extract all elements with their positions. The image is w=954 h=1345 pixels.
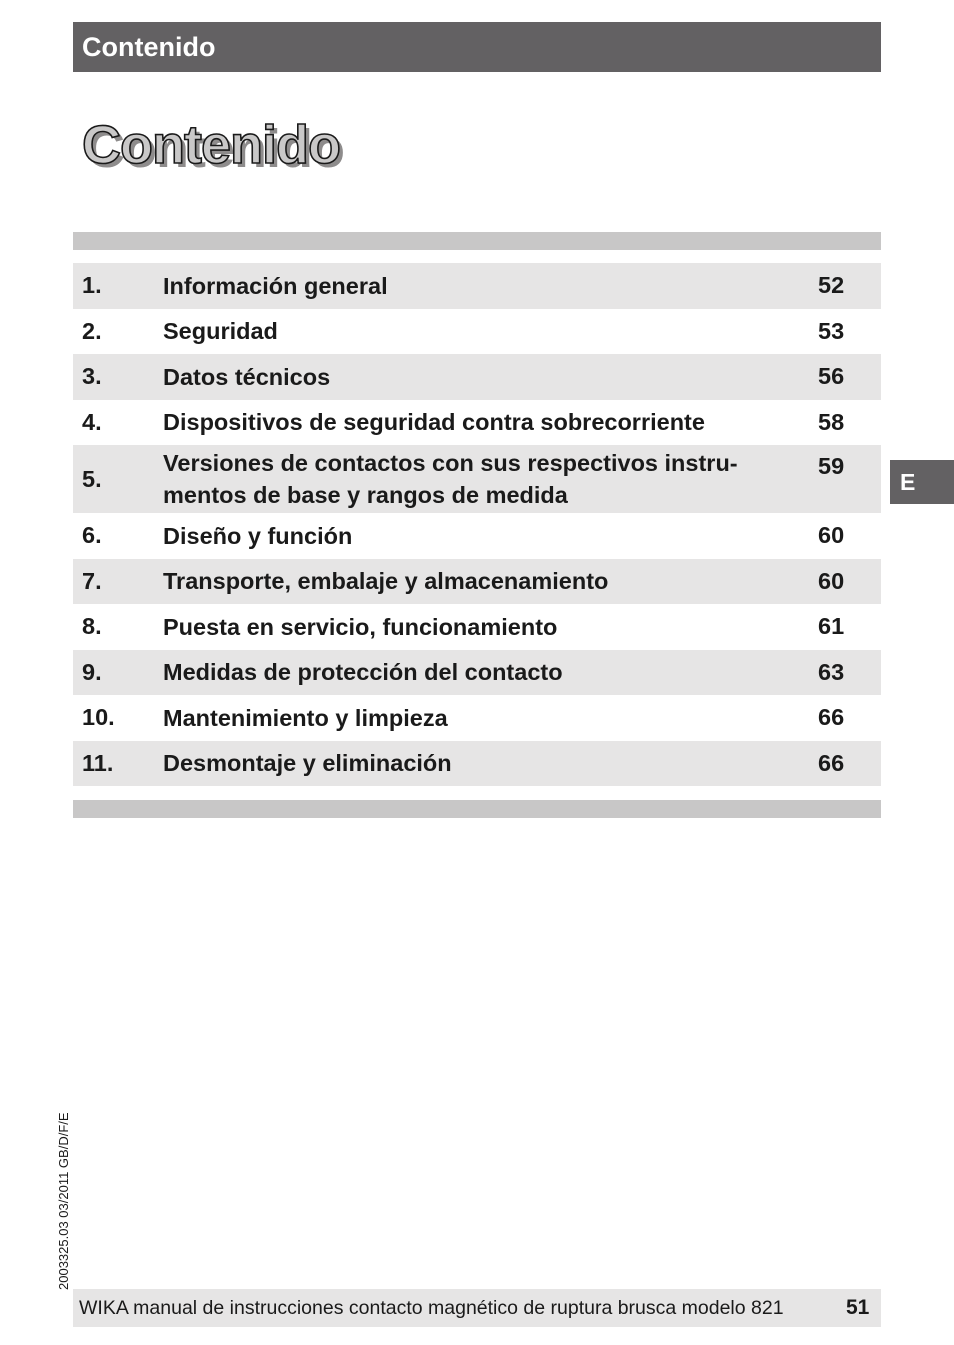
footer	[73, 1289, 881, 1327]
language-tab	[890, 460, 954, 504]
toc-page: 59	[818, 453, 845, 479]
toc-number: 11.	[82, 749, 114, 776]
toc-entry-6[interactable]	[73, 513, 881, 559]
toc-title: Datos técnicos	[163, 363, 331, 390]
footer-text: WIKA manual de instrucciones contacto magnético de ruptura brusca modelo 821	[79, 1296, 784, 1319]
toc-title: Dispositivos de seguridad contra sobrecorriente	[163, 409, 705, 436]
toc-entry-3[interactable]	[73, 354, 881, 400]
bottom-divider	[73, 800, 881, 818]
toc-title: Desmontaje y eliminación	[163, 750, 452, 777]
section-header	[73, 22, 881, 72]
toc-page: 66	[818, 704, 845, 731]
toc-entry-2[interactable]	[73, 309, 881, 355]
toc-title: Diseño y función	[163, 522, 353, 549]
toc-number: 4.	[82, 408, 102, 435]
page-title: Contenido	[82, 115, 340, 175]
toc-entry-1[interactable]	[73, 263, 881, 309]
toc-title-line-2: mentos de base y rangos de medida	[163, 482, 568, 508]
toc-page: 60	[818, 522, 845, 549]
toc-page: 56	[818, 363, 845, 390]
toc-entry-11[interactable]	[73, 741, 881, 787]
toc-title	[163, 447, 801, 511]
toc-page: 53	[818, 317, 845, 344]
page-number: 51	[846, 1296, 870, 1319]
toc-page: 60	[818, 567, 845, 594]
toc-entry-4[interactable]	[73, 400, 881, 446]
toc-number: 5.	[82, 465, 102, 492]
toc-entry-8[interactable]	[73, 604, 881, 650]
toc-number: 2.	[82, 317, 102, 344]
toc-title: Transporte, embalaje y almacenamiento	[163, 568, 609, 595]
toc-entry-7[interactable]	[73, 559, 881, 605]
toc-entry-10[interactable]	[73, 695, 881, 741]
toc-number: 1.	[82, 272, 102, 299]
toc-title: Mantenimiento y limpieza	[163, 704, 448, 731]
toc-title: Puesta en servicio, funcionamiento	[163, 613, 558, 640]
top-divider	[73, 232, 881, 250]
toc-title: Medidas de protección del contacto	[163, 659, 563, 686]
toc-page: 61	[818, 613, 845, 640]
toc-number: 8.	[82, 613, 102, 640]
toc-entry-9[interactable]	[73, 650, 881, 696]
toc-number: 10.	[82, 704, 115, 731]
toc-title-line-1: Versiones de contactos con sus respectivos instru-	[163, 450, 738, 476]
toc-page: 63	[818, 658, 845, 685]
section-header-title: Contenido	[82, 31, 216, 62]
language-tab-label: E	[900, 468, 916, 495]
toc-number: 6.	[82, 522, 102, 549]
toc-number: 3.	[82, 363, 102, 390]
toc-page: 58	[818, 408, 845, 435]
toc-number: 7.	[82, 567, 102, 594]
toc-entry-5[interactable]	[73, 445, 881, 513]
toc-page: 52	[818, 272, 845, 299]
toc-title: Seguridad	[163, 318, 278, 345]
document-code: 2003325.03 03/2011 GB/D/F/E	[56, 1112, 71, 1290]
toc-page: 66	[818, 749, 845, 776]
toc-number: 9.	[82, 658, 102, 685]
table-of-contents	[73, 263, 881, 786]
toc-title: Información general	[163, 272, 388, 299]
